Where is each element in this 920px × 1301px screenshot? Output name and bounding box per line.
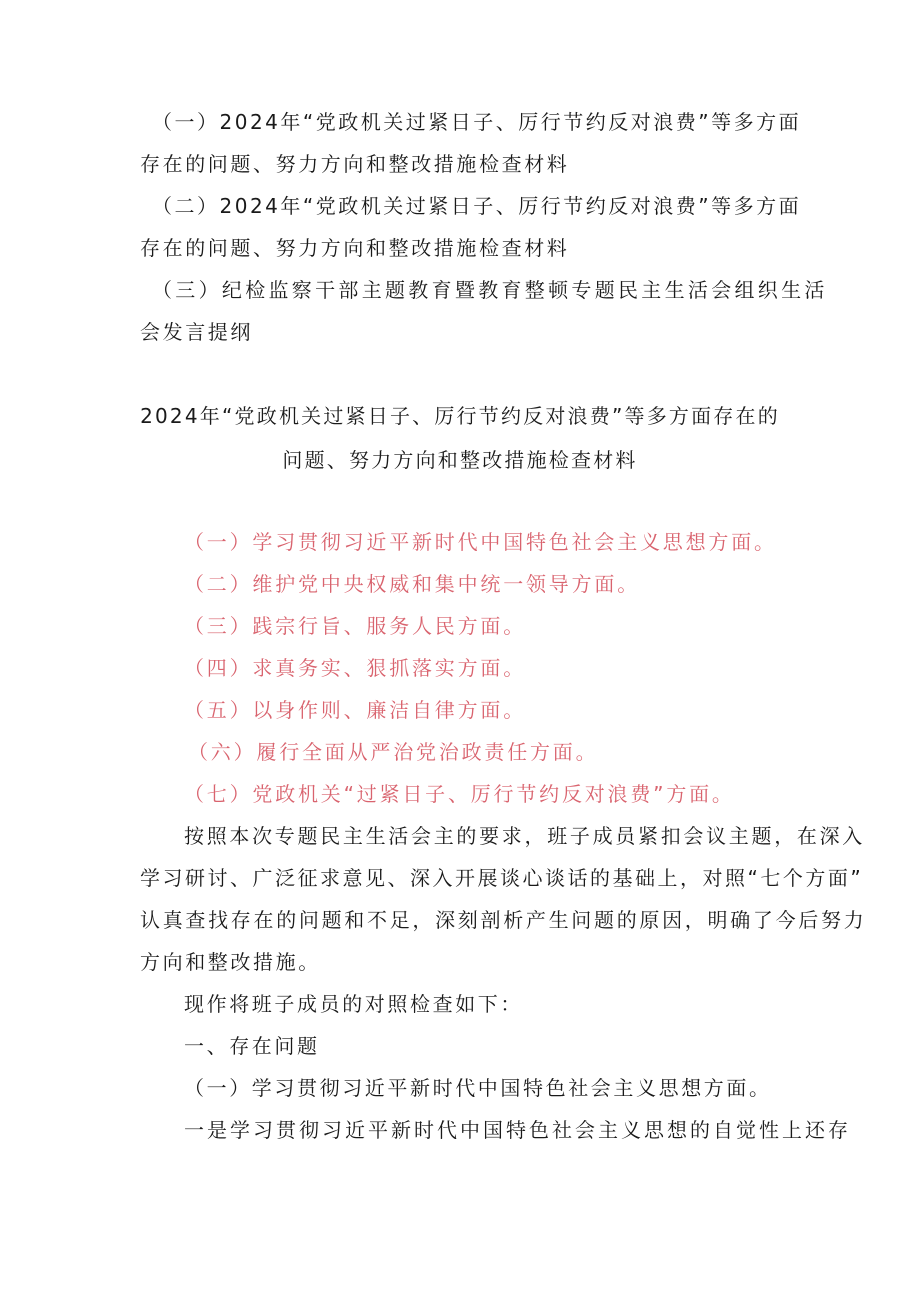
lead-sentence: 现作将班子成员的对照检查如下： — [184, 992, 523, 1016]
toc-line: 会发言提纲 — [140, 320, 253, 344]
document-title-line-2: 问题、努力方向和整改措施检查材料 — [282, 448, 638, 472]
aspect-item: （六）履行全面从严治党治政责任方面。 — [188, 740, 599, 764]
toc-line: （三）纪检监察干部主题教育暨教育整顿专题民主生活会组织生活 — [152, 278, 828, 302]
toc-line: （二）2024年“党政机关过紧日子、厉行节约反对浪费”等多方面 — [152, 194, 802, 218]
intro-paragraph-line: 学习研讨、广泛征求意见、深入开展谈心谈话的基础上，对照“七个方面” — [140, 866, 864, 890]
intro-paragraph-line: 按照本次专题民主生活会主的要求，班子成员紧扣会议主题，在深入 — [184, 824, 865, 848]
aspect-item: （五）以身作则、廉洁自律方面。 — [184, 698, 526, 722]
aspect-item: （一）学习贯彻习近平新时代中国特色社会主义思想方面。 — [184, 530, 777, 554]
aspect-item: （三）践宗行旨、服务人民方面。 — [184, 614, 526, 638]
intro-paragraph-line: 方向和整改措施。 — [140, 950, 321, 974]
aspect-item: （四）求真务实、狠抓落实方面。 — [184, 656, 526, 680]
document-title-line-1: 2024年“党政机关过紧日子、厉行节约反对浪费”等多方面存在的 — [140, 404, 780, 428]
section-heading: 一、存在问题 — [184, 1034, 320, 1058]
intro-paragraph-line: 认真查找存在的问题和不足，深刻剖析产生问题的原因，明确了今后努力 — [140, 908, 867, 932]
aspect-item: （二）维护党中央权威和集中统一领导方面。 — [184, 572, 640, 596]
body-paragraph-line: 一是学习贯彻习近平新时代中国特色社会主义思想的自觉性上还存 — [184, 1118, 851, 1142]
toc-line: 存在的问题、努力方向和整改措施检查材料 — [140, 236, 570, 260]
toc-line: 存在的问题、努力方向和整改措施检查材料 — [140, 152, 570, 176]
toc-line: （一）2024年“党政机关过紧日子、厉行节约反对浪费”等多方面 — [152, 110, 802, 134]
sub-heading: （一）学习贯彻习近平新时代中国特色社会主义思想方面。 — [184, 1076, 772, 1100]
aspect-item: （七）党政机关“过紧日子、厉行节约反对浪费”方面。 — [184, 782, 735, 806]
